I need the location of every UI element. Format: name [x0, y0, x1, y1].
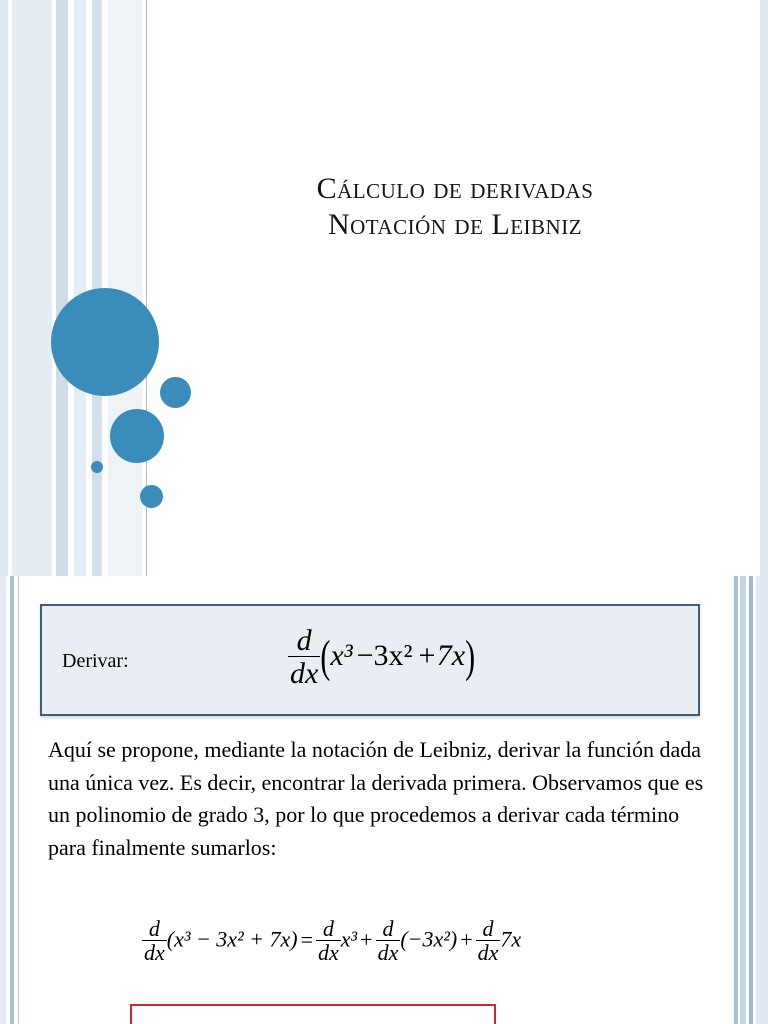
decorative-stripe	[10, 576, 14, 1024]
decorative-line	[18, 576, 19, 1024]
decorative-stripe	[740, 576, 746, 1024]
decorative-circle-small	[140, 485, 163, 508]
derivative-operator: $\frac{d}{dx}$	[290, 624, 319, 690]
decorative-circle-medium	[110, 409, 164, 463]
decorative-stripe	[56, 0, 68, 576]
result-box	[130, 1004, 496, 1024]
decorative-stripe	[760, 0, 768, 576]
slide-title-line-2: Notación de Leibniz	[327, 208, 583, 241]
explanation-paragraph: Aquí se propone, mediante la notación de Leibniz, derivar la función dada una única vez. Es decir, encontrar la derivada primera. Observamos que es un polinomio de grado 3, por lo que procedemos a derivar cada término para finalmente sumarlos:	[48, 737, 704, 860]
decorative-stripe	[749, 576, 753, 1024]
content-slide	[0, 576, 768, 1024]
decorative-stripe	[0, 0, 8, 576]
equation-term: (−3x²)	[400, 926, 458, 952]
task-label: Derivar:	[62, 650, 129, 672]
decorative-stripe	[0, 576, 6, 1024]
task-expression: $\frac{d}{dx}$ (x³ −3x² +7x)	[290, 624, 476, 690]
decorative-circle-small	[160, 377, 191, 408]
task-box	[40, 604, 700, 716]
decorative-stripe	[12, 0, 52, 576]
derivative-equation: $\frac{d}{dx}$ (x³ − 3x² + 7x) = $\frac{d}{dx}$ x³ + $\frac{d}{dx}$ (−3x²) + $\frac{d}{dx}$ 7x	[144, 916, 522, 965]
term: +7x	[416, 638, 466, 672]
equation-lhs: (x³ − 3x² + 7x)	[166, 926, 298, 952]
decorative-stripe	[74, 0, 86, 576]
equation-term: x³	[340, 926, 358, 952]
decorative-stripe	[734, 576, 738, 1024]
decorative-stripe	[756, 576, 768, 1024]
slide-title-line-1: Cálculo de derivadas	[316, 172, 594, 205]
decorative-circle-large	[51, 288, 159, 396]
equation-term: 7x	[500, 926, 522, 952]
term: x³	[330, 638, 353, 672]
term: −3x²	[356, 638, 413, 672]
decorative-circle-tiny	[91, 461, 103, 473]
